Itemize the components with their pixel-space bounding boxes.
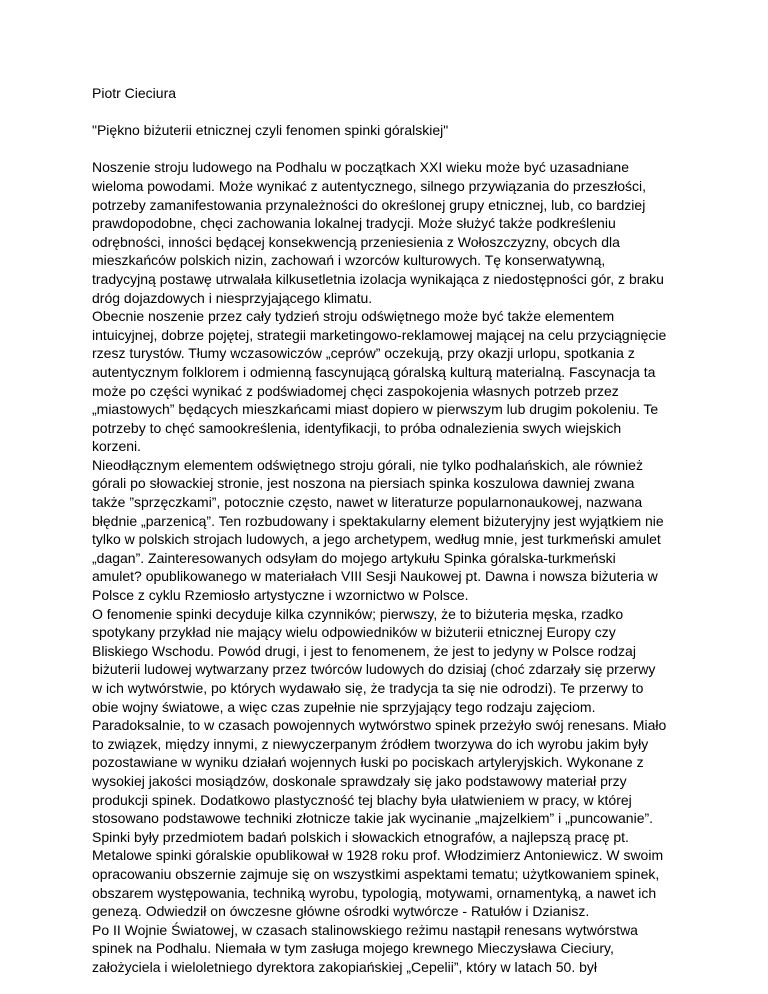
text-line: opracowaniu obszernie zajmuje się on wszystkimi aspektami tematu; użytkowaniem spinek, xyxy=(92,865,660,882)
text-line: to związek, między innymi, z niewyczerpanym źródłem tworzywa do ich wyrobu jakim były xyxy=(92,735,649,752)
text-line: pozostawiane w wyniku działań wojennych łuski po pociskach artyleryjskich. Wykonane z xyxy=(92,754,644,771)
text-line: Metalowe spinki góralskie opublikował w 1928 roku prof. Włodzimierz Antoniewicz. W swoim xyxy=(92,847,664,864)
paragraph-1 xyxy=(92,158,692,307)
text-line: błędnie „parzenicą”. Ten rozbudowany i spektakularny element biżuteryjny jest wyjątkiem nie xyxy=(92,512,664,529)
text-line: spotykany przykład nie mający wielu odpowiedników w biżuterii etnicznej Europy czy xyxy=(92,624,616,641)
spacer xyxy=(92,140,692,159)
text-line: Spinki były przedmiotem badań polskich i słowackich etnografów, a najlepszą pracę pt. xyxy=(92,828,629,845)
text-line: korzeni. xyxy=(92,438,142,455)
text-line: Bliskiego Wschodu. Powód drugi, i jest to fenomenem, że jest to jedyny w Polsce rodzaj xyxy=(92,642,636,659)
text-line: biżuterii ludowej wytwarzany przez twórców ludowych do dzisiaj (choć zdarzały się przerwy xyxy=(92,661,656,678)
text-line: dróg dojazdowych i niesprzyjającego klimatu. xyxy=(92,289,373,306)
text-line: amulet? opublikowanego w materiałach VIII Sesji Naukowej pt. Dawna i nowsza biżuteria w xyxy=(92,568,658,585)
text-line: produkcji spinek. Dodatkowo plastyczność tej blachy była ułatwieniem w pracy, w której xyxy=(92,791,632,808)
text-line: Po II Wojnie Światowej, w czasach stalinowskiego reżimu nastąpił renesans wytwórstwa xyxy=(92,921,638,938)
text-line: autentycznym folklorem i odmienną fascynującą góralską kulturą materialną. Fascynacja ta xyxy=(92,363,656,380)
paragraph-3 xyxy=(92,456,692,605)
text-line: intuicyjnej, dobrze pojętej, strategii marketingowo-reklamowej mającej na celu przyciągnięcie xyxy=(92,326,667,343)
text-line: wieloma powodami. Może wynikać z autentycznego, silnego przywiązania do przeszłości, xyxy=(92,177,647,194)
text-line: O fenomenie spinki decyduje kilka czynników; pierwszy, że to biżuteria męska, rzadko xyxy=(92,605,624,622)
text-line: genezą. Odwiedził on ówczesne główne ośrodki wytwórcze - Ratułów i Dzianisz. xyxy=(92,903,590,920)
text-line: „dagan”. Zainteresowanych odsyłam do mojego artykułu Spinka góralska-turkmeński xyxy=(92,549,616,566)
spacer xyxy=(92,103,692,122)
paragraph-5 xyxy=(92,921,692,977)
author-name: Piotr Cieciura xyxy=(92,85,177,101)
text-line: Polsce z cyklu Rzemiosło artystyczne i wzornictwo w Polsce. xyxy=(92,587,469,604)
text-line: spinek na Podhalu. Niemała w tym zasługa mojego krewnego Mieczysława Cieciury, xyxy=(92,940,614,957)
text-line: założyciela i wieloletniego dyrektora zakopiańskiej „Cepelii”, który w latach 50. był xyxy=(92,958,598,975)
text-line: potrzeby to chęć samookreślenia, identyfikacji, to próba odnalezienia swych wiejskich xyxy=(92,419,622,436)
text-line: także ”sprzęczkami”, potocznie często, nawet w literaturze popularnonaukowej, nazwana xyxy=(92,494,643,511)
text-line: odrębności, inności będącej konsekwencją przeniesienia z Wołoszczyzny, obcych dla xyxy=(92,233,620,250)
text-line: Noszenie stroju ludowego na Podhalu w początkach XXI wieku może być uzasadniane xyxy=(92,159,629,176)
text-line: rzesz turystów. Tłumy wczasowiczów „ceprów” oczekują, przy okazji urlopu, spotkania z xyxy=(92,345,635,362)
text-line: obie wojny światowe, a więc czas zupełnie nie sprzyjający tego rodzaju zajęciom. xyxy=(92,698,596,715)
text-line: może po części wynikać z podświadomej chęci zaspokojenia własnych potrzeb przez xyxy=(92,382,619,399)
text-line: tylko w polskich strojach ludowych, a jego archetypem, według mnie, jest turkmeński amulet xyxy=(92,531,661,548)
paragraph-4 xyxy=(92,605,692,921)
text-line: stosowano podstawowe techniki złotnicze takie jak wycinanie „majzelkiem” i „puncowanie”. xyxy=(92,810,654,827)
text-line: wysokiej jakości mosiądzów, doskonale sprawdzały się jako podstawowy materiał przy xyxy=(92,772,627,789)
document-title: "Piękno biżuterii etnicznej czyli fenomen spinki góralskiej" xyxy=(92,122,449,139)
text-line: Obecnie noszenie przez cały tydzień stroju odświętnego może być także elementem xyxy=(92,308,615,325)
paragraph-2 xyxy=(92,307,692,456)
text-line: tradycyjną postawę utrwalała kilkusetletnia izolacja wynikająca z niedostępności gór, z braku xyxy=(92,270,664,287)
text-line: mieszkańców polskich nizin, zachowań i wzorców kulturowych. Tę konserwatywną, xyxy=(92,252,606,269)
text-line: górali po słowackiej stronie, jest noszona na piersiach spinka koszulowa dawniej zwana xyxy=(92,475,635,492)
text-line: „miastowych” będących mieszkańcami miast dopiero w pierwszym lub drugim pokoleniu. Te xyxy=(92,401,659,418)
text-line: prawdopodobne, chęci zachowania lokalnej tradycji. Może służyć także podkreśleniu xyxy=(92,215,616,232)
text-line: obszarem występowania, techniką wyrobu, typologią, motywami, ornamentyką, a nawet ich xyxy=(92,884,657,901)
text-line: Nieodłącznym elementem odświętnego stroju górali, nie tylko podhalańskich, ale również xyxy=(92,456,643,473)
text-line: Paradoksalnie, to w czasach powojennych wytwórstwo spinek przeżyło swój renesans. Miało xyxy=(92,717,667,734)
document-page xyxy=(92,84,692,977)
text-line: potrzeby zamanifestowania przynależności do określonej grupy etnicznej, lub, co bardziej xyxy=(92,196,646,213)
text-line: w ich wytwórstwie, po których wydawało się, że tradycja ta się nie odrodzi). Te przerwy to xyxy=(92,680,644,696)
